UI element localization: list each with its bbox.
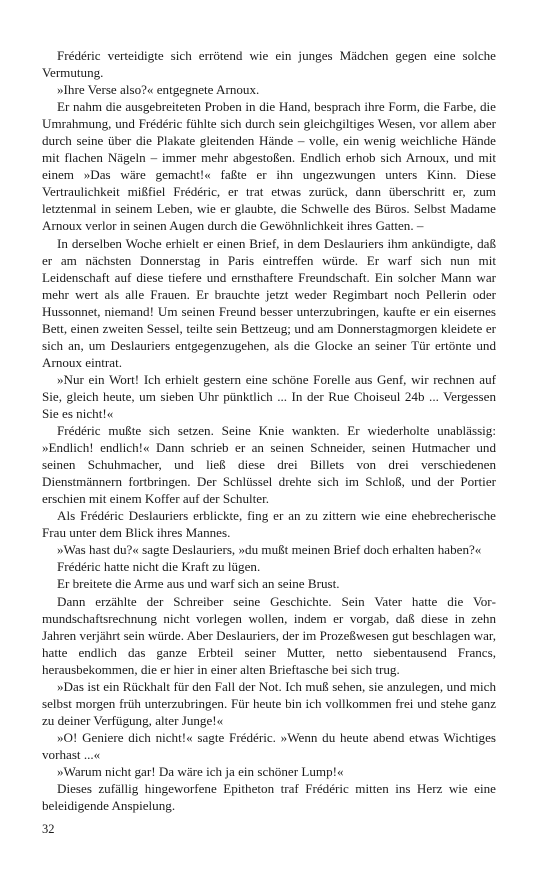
paragraph-2: »Ihre Verse also?« entgegnete Arnoux. <box>57 82 260 98</box>
body-text <box>42 47 496 814</box>
paragraph-6: Frédéric mußte sich setzen. Seine Knie wankten. Er wiederholte unablässig: »Endlich! endlich!« Dann schrieb er an seinen Schneider, seinen Hutmacher und seinen Schuhmacher, und ließ diese drei Billets von drei verschiedenen Dienstmännern fortbringen. Der Schlüssel drehte sich im Schloß, und der Portier erschien mit einem Koffer auf der Schulter. <box>42 423 496 507</box>
paragraph-1: Frédéric verteidigte sich errötend wie ein junges Mädchen gegen eine solche Vermutung. <box>42 48 496 81</box>
paragraph-7: Als Frédéric Deslauriers erblickte, fing er an zu zittern wie eine ehebrecherische Frau unter dem Blick ihres Mannes. <box>42 508 496 541</box>
page-number: 32 <box>42 822 55 836</box>
paragraph-14: »Warum nicht gar! Da wäre ich ja ein schöner Lump!« <box>57 763 344 779</box>
paragraph-15: Dieses zufällig hingeworfene Epitheton traf Frédéric mitten ins Herz wie eine beleidigende Anspielung. <box>42 781 496 814</box>
paragraph-5: »Nur ein Wort! Ich erhielt gestern eine schöne Forelle aus Genf, wir rechnen auf Sie, gleich heute, um sieben Uhr pünktlich ... In der Rue Choiseul 24b ... Vergessen Sie es nicht!« <box>42 371 496 421</box>
paragraph-4: In derselben Woche erhielt er einen Brief, in dem Deslauriers ihm ankündigte, daß er am nächsten Donnerstag in Paris eintreffen würde. Er warf sich nun mit Leidenschaft auf diese tiefere und ernsthaftere Freundschaft. Ein solcher Mann war mehr wert als alle Frauen. Er brauchte jetzt weder Regimbart noch Pellerin oder Hussonnet, niemand! Um seinen Freund besser unterzubringen, kaufte er ein eisernes Bett, einen zweiten Sessel, teilte sein Bettzeug; und am Donnerstagmorgen kleidete er sich an, um Deslauriers entgegenzugehen, als die Glocke an seiner Tür ertönte und Arnoux eintrat. <box>42 235 496 370</box>
paragraph-11: Dann erzählte der Schreiber seine Geschichte. Sein Vater hatte die Vormundschaftsrechnung nicht vorlegen wollen, indem er vorgab, daß diese in zehn Jahren verjährt sein würde. Aber Deslauriers, der im Prozeßwesen gut beschlagen war, hatte endlich das ganze Erbteil seiner Mutter, netto siebentausend Francs, herausbekommen, die er hier in einer alten Brieftasche bei sich trug. <box>42 593 496 677</box>
paragraph-8: »Was hast du?« sagte Deslauriers, »du mußt meinen Brief doch erhalten haben?« <box>57 542 482 558</box>
paragraph-10: Er breitete die Arme aus und warf sich an seine Brust. <box>57 576 340 592</box>
paragraph-12: »Das ist ein Rückhalt für den Fall der Not. Ich muß sehen, sie anzulegen, und mich selbst morgen früh unterzubringen. Für heute bin ich vollkommen frei und stehe ganz zu deiner Verfügung, alter Junge!« <box>42 678 496 728</box>
paragraph-3: Er nahm die ausgebreiteten Proben in die Hand, besprach ihre Form, die Farbe, die Umrahmung, und Frédéric fühlte sich durch sein gleichgiltiges Wesen, vor allem aber durch seine über die Plakate gleitenden Hände – volle, ein wenig weichliche Hände mit flachen Nägeln – immer mehr abgestoßen. Endlich erhob sich Arnoux, und mit einem »Das wäre gemacht!« faßte er ihn ungezwungen unters Kinn. Diese Vertraulichkeit mißfiel Frédéric, er trat etwas zurück, dann überschritt er, zum letztenmal in seinem Leben, wie er glaubte, die Schwelle des Büros. Selbst Madame Arnoux verlor in seinen Augen durch die Gewöhnlichkeit ihres Gatten. – <box>42 99 496 234</box>
paragraph-13: »O! Geniere dich nicht!« sagte Frédéric. »Wenn du heute abend etwas Wichtiges vorhast ...« <box>42 729 496 762</box>
paragraph-9: Frédéric hatte nicht die Kraft zu lügen. <box>57 559 261 575</box>
